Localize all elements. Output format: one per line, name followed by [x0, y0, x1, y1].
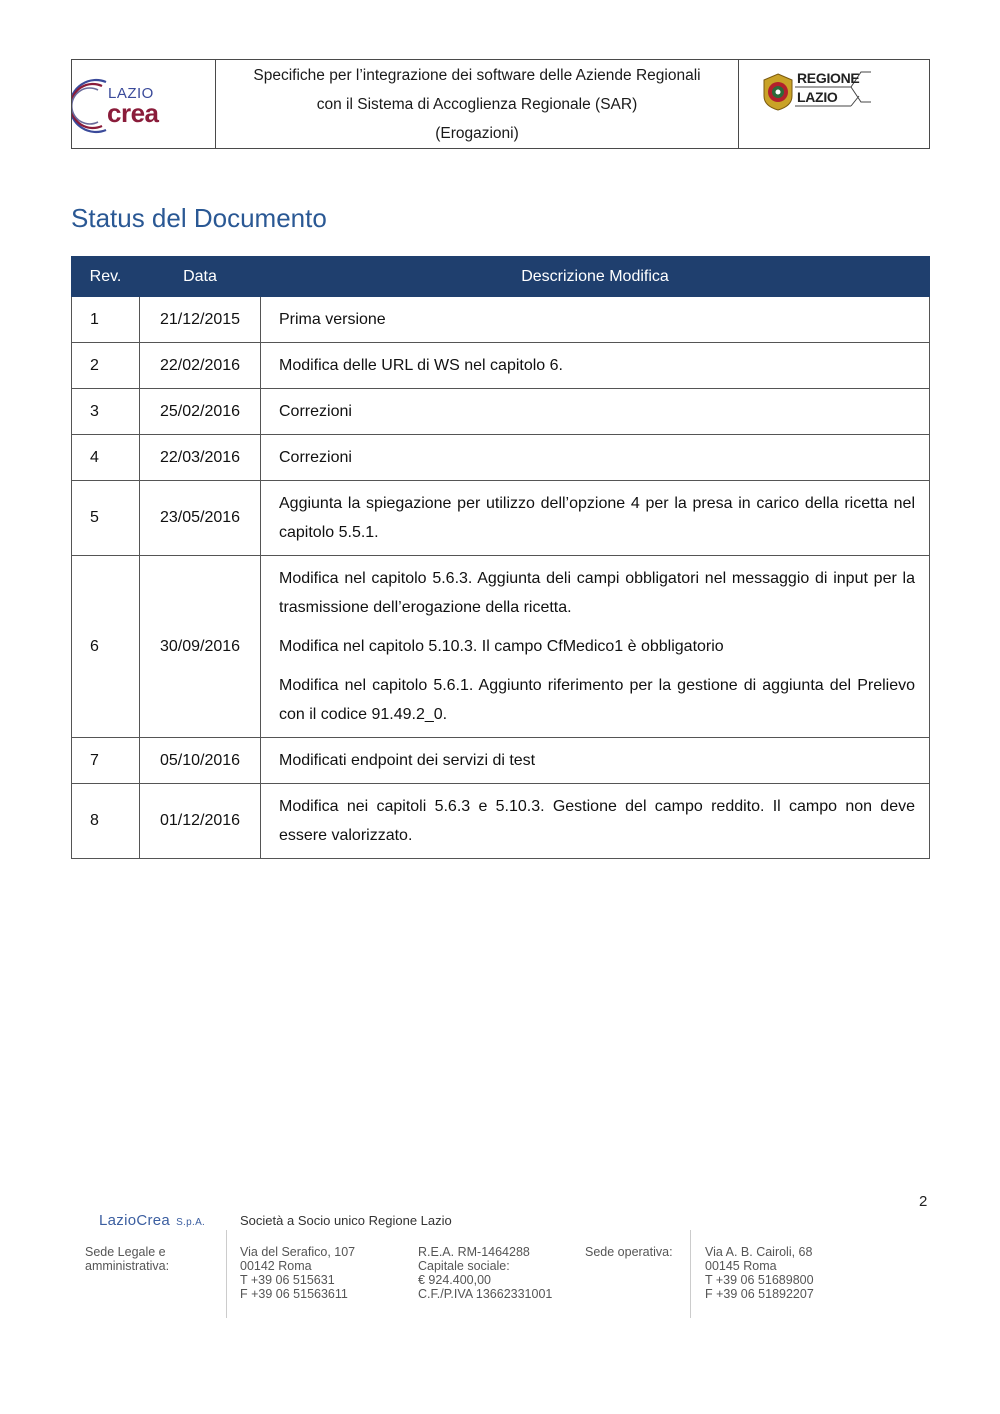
cell-data: 30/09/2016 [140, 556, 261, 738]
document-header [71, 59, 930, 149]
cell-data: 01/12/2016 [140, 784, 261, 859]
cell-descrizione [261, 297, 930, 343]
footer-separator [226, 1230, 227, 1318]
column-header-rev: Rev. [72, 257, 140, 297]
footer-separator [690, 1230, 691, 1318]
cell-descrizione [261, 738, 930, 784]
cell-descrizione [261, 343, 930, 389]
section-title: Status del Documento [71, 203, 327, 233]
header-title-line: Specifiche per l’integrazione dei software delle Aziende Regionali [253, 66, 701, 84]
cell-data: 22/03/2016 [140, 435, 261, 481]
cell-rev: 7 [72, 738, 140, 784]
table-row [72, 481, 930, 556]
table-row [72, 435, 930, 481]
cell-descrizione [261, 481, 930, 556]
descrizione-text: Modifica nel capitolo 5.10.3. Il campo CfMedico1 è obbligatorio [279, 638, 724, 655]
revision-table [71, 256, 930, 859]
laziocrea-arc-icon [72, 76, 112, 136]
cell-rev: 6 [72, 556, 140, 738]
table-row [72, 556, 930, 738]
logo-text-lazio: LAZIO [108, 85, 154, 102]
header-title-line: con il Sistema di Accoglienza Regionale (SAR) [316, 95, 638, 113]
cell-descrizione [261, 389, 930, 435]
cell-descrizione [261, 556, 930, 738]
descrizione-text: Modifica nel capitolo 5.6.3. Aggiunta deli campi obbligatori nel messaggio di input per la trasmissione dell’erogazione della ricetta. [279, 570, 915, 616]
footer-brand [99, 1212, 205, 1229]
header-title [216, 60, 739, 148]
cell-data: 21/12/2015 [140, 297, 261, 343]
regione-lazio-emblem-icon [761, 72, 795, 112]
cell-rev: 1 [72, 297, 140, 343]
table-row [72, 389, 930, 435]
footer-registry: R.E.A. RM-1464288 Capitale sociale: € 924.400,00 C.F./P.IVA 13662331001 [418, 1245, 553, 1301]
header-title-line: (Erogazioni) [435, 124, 519, 142]
descrizione-text: Correzioni [279, 403, 352, 420]
descrizione-text: Correzioni [279, 449, 352, 466]
descrizione-text: Aggiunta la spiegazione per utilizzo dell’opzione 4 per la presa in carico della ricetta nel capitolo 5.5.1. [279, 495, 915, 541]
cell-descrizione [261, 435, 930, 481]
cell-rev: 5 [72, 481, 140, 556]
footer-tagline: Società a Socio unico Regione Lazio [240, 1213, 452, 1228]
cell-rev: 8 [72, 784, 140, 859]
footer-brand-suffix: S.p.A. [176, 1217, 206, 1228]
footer-sede-legale-address: Via del Serafico, 107 00142 Roma T +39 06 515631 F +39 06 51563611 [240, 1245, 356, 1301]
descrizione-text: Modifica delle URL di WS nel capitolo 6. [279, 357, 563, 374]
cell-rev: 2 [72, 343, 140, 389]
cell-data: 05/10/2016 [140, 738, 261, 784]
descrizione-text: Modifica nel capitolo 5.6.1. Aggiunto riferimento per la gestione di aggiunta del Prelievo con il codice 91.49.2_0. [279, 677, 915, 723]
footer-sede-operativa-label: Sede operativa: [585, 1245, 673, 1259]
cell-data: 25/02/2016 [140, 389, 261, 435]
logo-text-crea: crea [107, 98, 159, 128]
descrizione-text: Modifica nei capitoli 5.6.3 e 5.10.3. Gestione del campo reddito. Il campo non deve essere valorizzato. [279, 798, 915, 844]
footer-sede-operativa-address: Via A. B. Cairoli, 68 00145 Roma T +39 06 51689800 F +39 06 51892207 [705, 1245, 814, 1301]
cell-rev: 3 [72, 389, 140, 435]
cell-data: 23/05/2016 [140, 481, 261, 556]
logo-text-regione: REGIONE [797, 70, 860, 86]
table-row [72, 343, 930, 389]
page-number: 2 [919, 1193, 928, 1210]
footer-sede-legale-label: Sede Legale e amministrativa: [85, 1245, 170, 1273]
regione-lazio-logo [739, 60, 929, 148]
table-row [72, 297, 930, 343]
descrizione-text: Modificati endpoint dei servizi di test [279, 752, 536, 769]
descrizione-text: Prima versione [279, 311, 386, 328]
table-row [72, 784, 930, 859]
table-row [72, 738, 930, 784]
laziocrea-logo [72, 60, 216, 148]
table-header-row [72, 257, 930, 297]
cell-data: 22/02/2016 [140, 343, 261, 389]
cell-descrizione [261, 784, 930, 859]
column-header-data: Data [140, 257, 261, 297]
logo-text-lazio: LAZIO [797, 89, 838, 105]
column-header-descrizione: Descrizione Modifica [261, 257, 930, 297]
cell-rev: 4 [72, 435, 140, 481]
footer-brand-name: LazioCrea [99, 1212, 171, 1229]
